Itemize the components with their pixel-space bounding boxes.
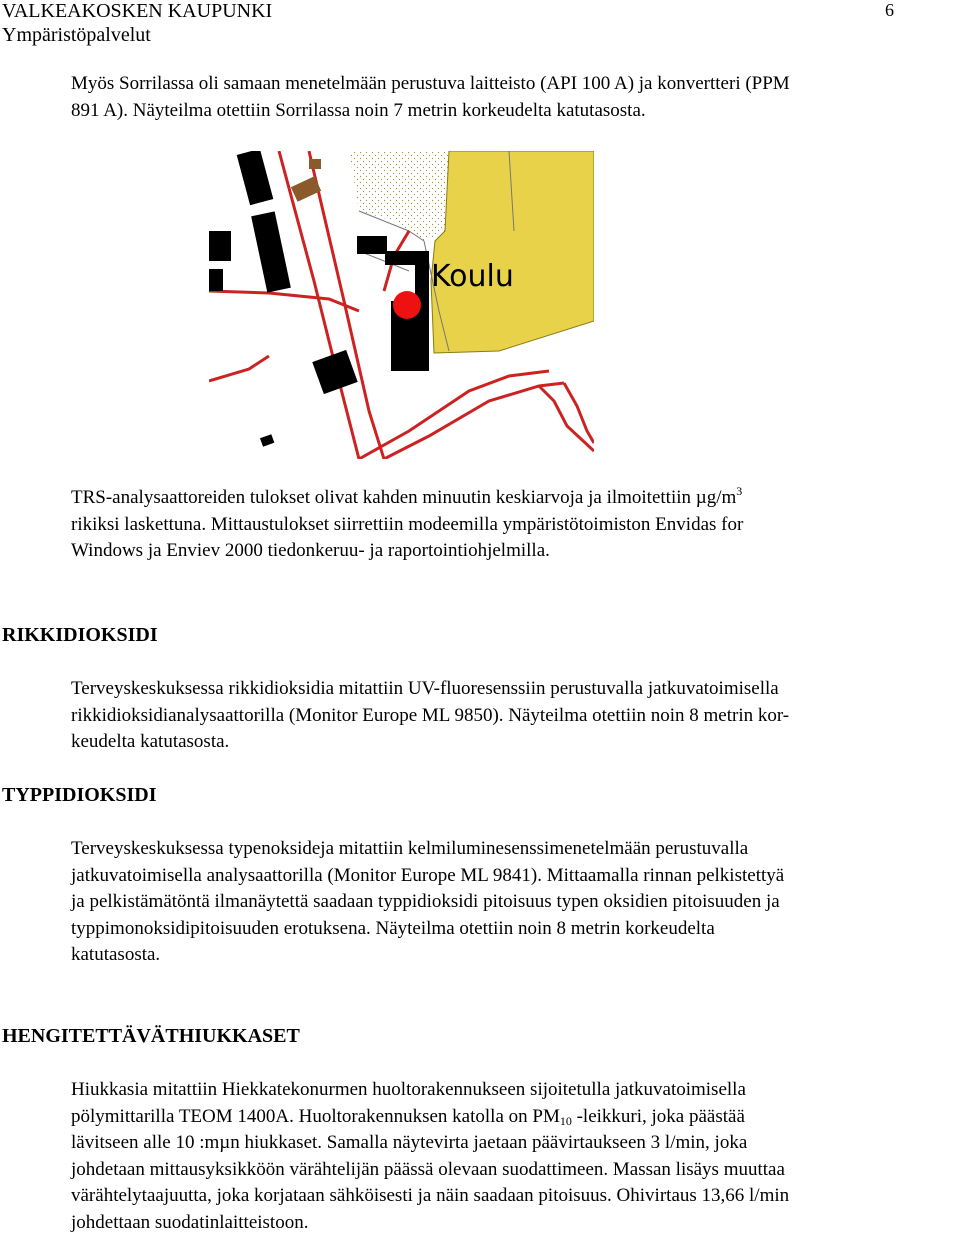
section-title-particles: HENGITETTÄVÄTHIUKKASET — [2, 1025, 300, 1047]
para-line: johdettaan suodatinlaitteistoon. — [71, 1211, 309, 1233]
brown-building — [309, 159, 321, 169]
trs-line — [71, 485, 958, 512]
para-line: värähtelytaajuutta, joka korjataan sähköisesti ja näin saadaan pitoisuus. Ohivirtaus 13,66 l/min — [71, 1185, 790, 1206]
para-line: ja pelkistämätöntä ilmanäytettä saadaan typpidioksidi pitoisuus typen oksidien pitoisuuden ja — [71, 891, 780, 912]
para-line: rikkidioksidianalysaattorilla (Monitor Europe ML 9850). Näyteilma otettiin noin 8 metrin kor- — [71, 704, 790, 726]
para-line — [71, 1104, 958, 1131]
pm-subscript: 10 — [559, 1113, 572, 1128]
trs-line: Windows ja Enviev 2000 tiedonkeruu- ja raportointiohjelmilla. — [71, 540, 550, 561]
school-area — [431, 151, 594, 353]
para-line: typpimonoksidipitoisuuden erotuksena. Näyteilma otettiin noin 8 metrin korkeudelta — [71, 917, 715, 939]
page-number: 6 — [885, 0, 894, 20]
para-line: lävitseen alle 10 :mµn hiukkaset. Samalla näytevirta jaetaan päävirtaukseen 3 l/min, joka — [71, 1132, 748, 1153]
para-line: keudelta katutasosta. — [71, 731, 230, 752]
intro-paragraph — [71, 71, 958, 124]
section-title-nitrogen-dioxide: TYPPIDIOKSIDI — [2, 784, 157, 806]
particles-paragraph — [71, 1077, 958, 1236]
pm-line-text-end: -leikkuri, joka päästää — [571, 1105, 745, 1127]
site-map — [209, 151, 594, 459]
header-org: VALKEAKOSKEN KAUPUNKI — [2, 0, 273, 22]
intro-line: 891 A). Näyteilma otettiin Sorrilassa noin 7 metrin korkeudelta katutasosta. — [71, 99, 646, 121]
trs-line1-text: TRS-analysaattoreiden tulokset olivat kahden minuutin keskiarvoja ja ilmoitettiin µg/m — [71, 487, 737, 508]
trs-paragraph — [71, 485, 958, 565]
map-label-school: Koulu — [431, 259, 514, 294]
sulfur-dioxide-paragraph — [71, 676, 958, 756]
para-line: Terveyskeskuksessa typenoksideja mitattiin kelmiluminesenssimenetelmään perustuvalla — [71, 838, 749, 859]
site-map-graphic — [209, 151, 594, 459]
unit-superscript: 3 — [736, 484, 743, 498]
header-dept: Ympäristöpalvelut — [2, 24, 151, 46]
para-line: Terveyskeskuksessa rikkidioksidia mitattiin UV-fluoresenssiin perustuvalla jatkuvatoimisella — [71, 678, 779, 699]
para-line: jatkuvatoimisella analysaattorilla (Monitor Europe ML 9841). Mittaamalla rinnan pelkistettyä — [71, 864, 785, 886]
section-title-sulfur-dioxide: RIKKIDIOKSIDI — [2, 624, 158, 646]
nitrogen-dioxide-paragraph — [71, 836, 958, 969]
intro-line: Myös Sorrilassa oli samaan menetelmään perustuva laitteisto (API 100 A) ja konvertteri (PPM — [71, 73, 790, 94]
para-line: johdetaan mittausyksikköön värähtelijän päässä olevaan suodattimeen. Massan lisäys muuttaa — [71, 1158, 785, 1180]
para-line: katutasosta. — [71, 944, 161, 965]
para-line: Hiukkasia mitattiin Hiekkatekonurmen huoltorakennukseen sijoitetulla jatkuvatoimisella — [71, 1079, 746, 1100]
trs-line: rikiksi laskettuna. Mittaustulokset siirrettiin modeemilla ympäristötoimiston Envidas for — [71, 513, 744, 535]
measurement-point-marker — [393, 291, 421, 319]
pm-line-text: pölymittarilla TEOM 1400A. Huoltorakennuksen katolla on PM — [71, 1105, 560, 1127]
